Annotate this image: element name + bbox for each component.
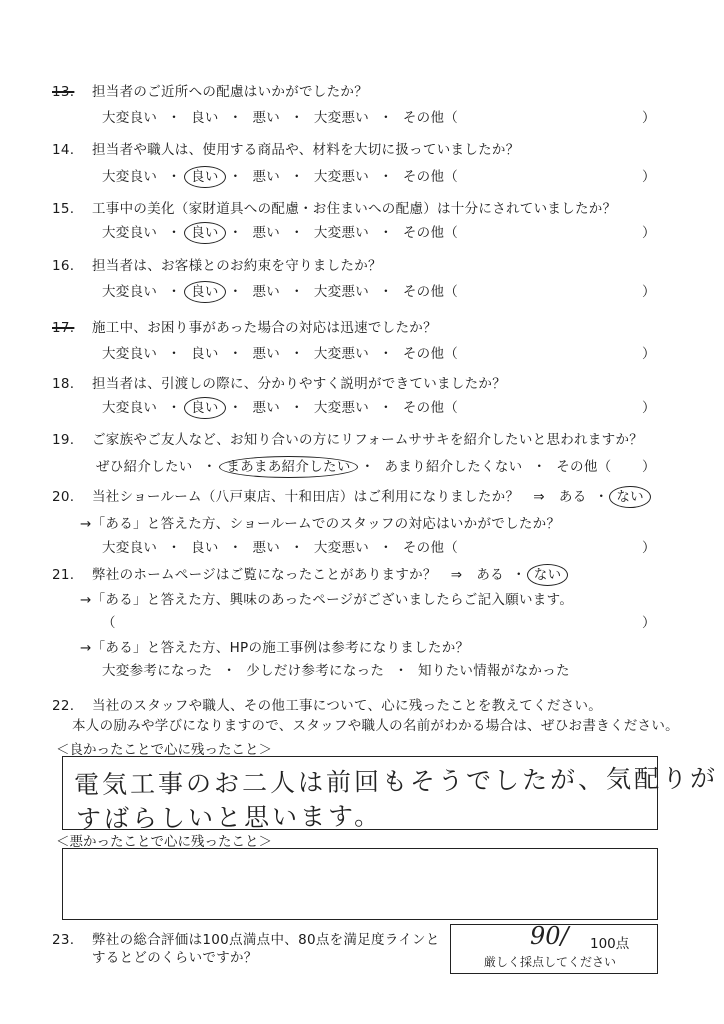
bad-comments-box[interactable] [62, 848, 658, 920]
question-text: 工事中の美化（家財道具への配慮・お住まいへの配慮）は十分にされていましたか？ [92, 201, 617, 217]
open-paren: （ [102, 615, 116, 631]
options-18: 大変良い ・ 良い ・ 悪い ・ 大変悪い ・ その他（ ） [102, 396, 458, 416]
close-paren: ） [642, 540, 656, 556]
option-good-selected[interactable]: 良い [184, 281, 226, 303]
question-20: 20. 当社ショールーム（八戸東店、十和田店）はご利用になりましたか？ ⇒ ある ・ ない [52, 485, 644, 505]
option-bad[interactable]: 悪い [252, 225, 281, 241]
bad-comments-label: ＜悪かったことで心に残ったこと＞ [56, 834, 272, 850]
question-23-cont: するとどのくらいですか？ [92, 950, 258, 966]
option-other[interactable]: その他（ [402, 225, 459, 241]
option-very-bad[interactable]: 大変悪い [313, 169, 370, 185]
score-hint: 厳しく採点してください [484, 955, 617, 969]
option-other[interactable]: その他（ [402, 400, 459, 416]
option-other[interactable]: その他（ [556, 459, 612, 475]
option-slightly-helpful[interactable]: 少しだけ参考になった [246, 663, 385, 679]
question-text: 担当者のご近所への配慮はいかがでしたか？ [92, 84, 368, 100]
options-21: 大変参考になった ・ 少しだけ参考になった ・ 知りたい情報がなかった [102, 663, 570, 679]
option-good-selected[interactable]: 良い [184, 222, 226, 244]
close-paren: ） [642, 400, 656, 416]
options-16: 大変良い ・ 良い ・ 悪い ・ 大変悪い ・ その他（ ） [102, 280, 458, 300]
question-text: 担当者や職人は、使用する商品や、材料を大切に扱っていましたか？ [92, 142, 520, 158]
close-paren: ） [642, 459, 656, 475]
option-no-selected[interactable]: ない [609, 486, 651, 508]
close-paren: ） [642, 110, 656, 126]
good-comment-line-1: 電気工事のお二人は前回もそうでしたが、気配りが [73, 763, 719, 800]
question-number: 20. [52, 489, 75, 505]
question-18 [52, 372, 506, 392]
option-very-bad[interactable]: 大変悪い [313, 346, 370, 362]
option-bad[interactable]: 悪い [252, 169, 281, 185]
score-number: 90 [530, 922, 561, 950]
option-very-good[interactable]: 大変良い [102, 284, 158, 300]
question-text: ご家族やご友人など、お知り合いの方にリフォームササキを紹介したいと思われますか？ [92, 432, 644, 448]
option-very-bad[interactable]: 大変悪い [313, 540, 370, 556]
question-13 [52, 80, 368, 100]
option-definitely-introduce[interactable]: ぜひ紹介したい [96, 459, 193, 475]
question-number: 14. [52, 142, 75, 158]
option-very-helpful[interactable]: 大変参考になった [102, 663, 213, 679]
question-number: 17. [52, 320, 75, 336]
question-number: 18. [52, 376, 75, 392]
followup-21-pages: →「ある」と答えた方、興味のあったページがございましたらご記入願います。 [80, 592, 574, 608]
option-bad[interactable]: 悪い [252, 110, 281, 126]
options-14: 大変良い ・ 良い ・ 悪い ・ 大変悪い ・ その他（ ） [102, 165, 458, 185]
question-text: 担当者は、お客様とのお約束を守りましたか？ [92, 258, 382, 274]
option-good[interactable]: 良い [191, 110, 219, 126]
option-bad[interactable]: 悪い [252, 284, 281, 300]
followup-21-cases: →「ある」と答えた方、HPの施工事例は参考になりましたか？ [80, 640, 470, 656]
question-text: 担当者は、引渡しの際に、分かりやすく説明ができていましたか？ [92, 376, 506, 392]
question-19 [52, 428, 643, 448]
option-very-good[interactable]: 大変良い [102, 225, 158, 241]
close-paren: ） [642, 615, 656, 631]
option-very-good[interactable]: 大変良い [102, 169, 158, 185]
option-bad[interactable]: 悪い [252, 346, 281, 362]
followup-20: →「ある」と答えた方、ショールームでのスタッフの対応はいかがでしたか？ [80, 516, 561, 532]
question-22 [52, 694, 602, 714]
close-paren: ） [642, 225, 656, 241]
question-number: 23. [52, 932, 75, 948]
option-yes[interactable]: ある [476, 567, 504, 583]
option-yes[interactable]: ある [558, 489, 587, 505]
option-very-bad[interactable]: 大変悪い [313, 225, 370, 241]
option-bad[interactable]: 悪い [252, 540, 281, 556]
option-good-selected[interactable]: 良い [184, 397, 226, 419]
options-13: 大変良い ・ 良い ・ 悪い ・ 大変悪い ・ その他（ ） [102, 106, 458, 126]
score-slash: / [560, 922, 569, 950]
option-good-selected[interactable]: 良い [184, 166, 226, 188]
option-very-good[interactable]: 大変良い [102, 110, 158, 126]
question-text: 当社のスタッフや職人、その他工事について、心に残ったことを教えてください。 [92, 698, 603, 714]
option-very-bad[interactable]: 大変悪い [313, 400, 370, 416]
option-good[interactable]: 良い [191, 540, 219, 556]
option-other[interactable]: その他（ [402, 169, 459, 185]
good-comments-label: ＜良かったことで心に残ったこと＞ [56, 742, 272, 758]
option-very-bad[interactable]: 大変悪い [313, 284, 370, 300]
options-19: ぜひ紹介したい ・ まあまあ紹介したい ・ あまり紹介したくない ・ その他（ ） [96, 455, 611, 475]
close-paren: ） [642, 169, 656, 185]
option-other[interactable]: その他（ [402, 284, 459, 300]
question-16 [52, 254, 382, 274]
option-bad[interactable]: 悪い [252, 400, 281, 416]
question-number: 16. [52, 258, 75, 274]
option-other[interactable]: その他（ [402, 346, 459, 362]
question-number: 21. [52, 567, 75, 583]
option-not-much-introduce[interactable]: あまり紹介したくない [384, 459, 523, 475]
option-very-good[interactable]: 大変良い [102, 540, 158, 556]
question-17 [52, 316, 437, 336]
question-number: 19. [52, 432, 75, 448]
question-text: 弊社のホームページはご覧になったことがありますか？ [92, 567, 437, 583]
option-no-info[interactable]: 知りたい情報がなかった [418, 663, 570, 679]
option-other[interactable]: その他（ [402, 110, 459, 126]
question-text-1: 弊社の総合評価は100点満点中、80点を満足度ラインと [92, 932, 440, 948]
close-paren: ） [642, 346, 656, 362]
good-comment-line-2: すばらしいと思います。 [75, 801, 383, 834]
options-15: 大変良い ・ 良い ・ 悪い ・ 大変悪い ・ その他（ ） [102, 221, 458, 241]
option-somewhat-introduce-selected[interactable]: まあまあ紹介したい [219, 456, 357, 478]
question-number: 15. [52, 201, 75, 217]
question-14 [52, 138, 520, 158]
close-paren: ） [642, 284, 656, 300]
question-22-note: 本人の励みや学びになりますので、スタッフや職人の名前がわかる場合は、ぜひお書きください。 [72, 718, 679, 734]
interest-pages-field[interactable] [102, 611, 656, 631]
question-15 [52, 197, 616, 217]
question-number: 13. [52, 84, 75, 100]
arrow-icon: ⇒ [450, 567, 463, 583]
arrow-icon: ⇒ [533, 489, 545, 505]
question-number: 22. [52, 698, 75, 714]
score-max: 100点 [590, 936, 630, 952]
question-text: 施工中、お困り事があった場合の対応は迅速でしたか？ [92, 320, 437, 336]
question-21: 21. 弊社のホームページはご覧になったことがありますか？ ⇒ ある ・ ない [52, 563, 561, 583]
option-other[interactable]: その他（ [402, 540, 459, 556]
option-very-good[interactable]: 大変良い [102, 346, 158, 362]
option-very-good[interactable]: 大変良い [102, 400, 158, 416]
question-23 [52, 928, 440, 948]
option-good[interactable]: 良い [191, 346, 219, 362]
option-no-selected[interactable]: ない [527, 564, 569, 586]
question-text: 当社ショールーム（八戸東店、十和田店）はご利用になりましたか？ [92, 489, 520, 505]
options-20: 大変良い ・ 良い ・ 悪い ・ 大変悪い ・ その他（ ） [102, 536, 458, 556]
options-17: 大変良い ・ 良い ・ 悪い ・ 大変悪い ・ その他（ ） [102, 342, 458, 362]
score-value [530, 922, 569, 950]
option-very-bad[interactable]: 大変悪い [313, 110, 370, 126]
